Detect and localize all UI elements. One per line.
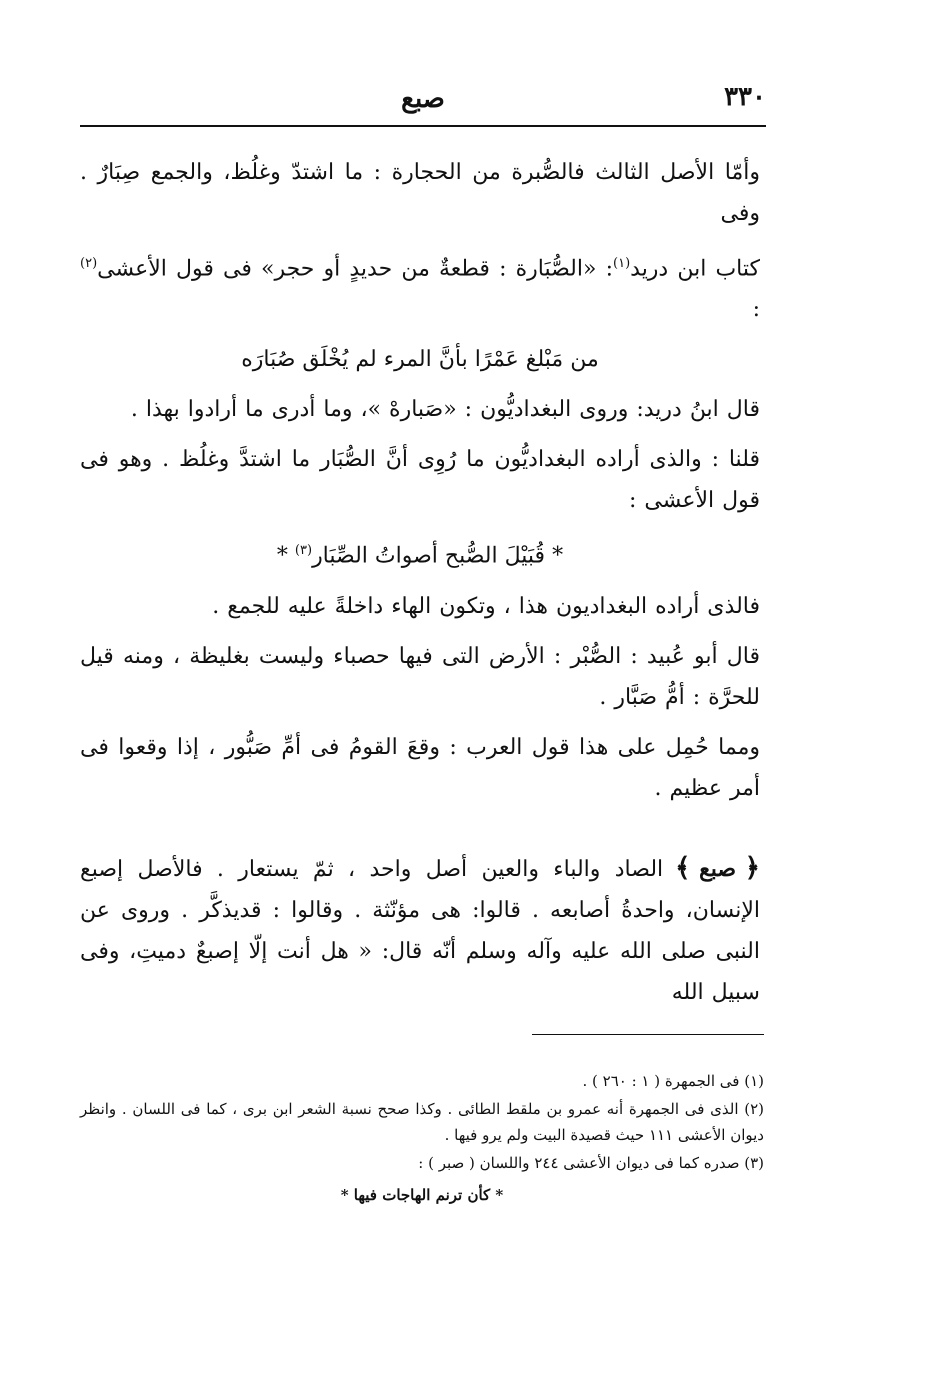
entry-heading	[675, 848, 760, 890]
paragraph-2	[80, 243, 760, 330]
footnote-rule	[532, 1034, 764, 1035]
paragraph-3: قال ابنُ دريد: وروى البغداديُّون : «صَبارهْ »، وما أدرى ما أرادوا بهذا .	[130, 397, 760, 423]
paragraph-2-start: كتاب ابن دريد	[630, 256, 760, 282]
entry-text: الصاد والباء والعين أصل واحد ، ثمّ يستعار . فالأصل إصبع الإنسان، واحدةُ أصابعه . قالوا: هى مؤنّثة . وقالوا : قديذكَّر . وروى عن النبى صلى الله عليه وآله وسلم أنّه قال: « هل أنت إلّا إصبعٌ دميتِ، وفى سبيل الله	[80, 856, 760, 1005]
footnote-3-verse: * كأن ترنم الهاجات فيها *	[340, 1186, 504, 1204]
main-text	[80, 152, 760, 1022]
paragraph-7: ومما حُمِل على هذا قول العرب : وقعَ القومُ فى أمِّ صَبُّور ، إذا وقعوا فى أمر عظيم .	[80, 734, 760, 801]
footnote-ref-1: (١)	[613, 256, 631, 271]
entry-bracket-open: ﴿	[744, 852, 760, 883]
running-head: صبع	[401, 84, 445, 114]
entry-bracket-close: ﴾	[675, 852, 691, 883]
footnote-1: (١) فى الجمهرة ( ١ : ٢٦٠ ) .	[582, 1072, 764, 1090]
paragraph-4: قلنا : والذى أراده البغداديُّون ما رُوِى أنَّ الصُّبَار ما اشتدَّ وغلُظ . وهو فى قول الأعشى :	[80, 447, 760, 514]
verse-1: من مَبْلغ عَمْرًا بأنَّ المرء لم يُخْلَق صُبَارَه	[241, 347, 599, 373]
footnote-3: (٣) صدره كما فى ديوان الأعشى ٢٤٤ واللسان ( صبر ) :	[418, 1154, 764, 1172]
verse-2-end: *	[276, 543, 295, 569]
verse-2	[80, 530, 760, 576]
footnotes	[80, 1068, 764, 1208]
paragraph-2-middle: : «الصُّبَارة : قطعةٌ من حديدٍ أو حجر» فى قول الأعشى	[97, 256, 613, 282]
footnote-2: (٢) الذى فى الجمهرة أنه عمرو بن ملقط الطائى . وكذا صحح نسبة الشعر ابن برى ، كما فى اللسان . وانظر ديوان الأعشى ١١١ حيث قصيدة البيت ولم يرو فيها .	[80, 1100, 764, 1144]
entry-head-word: صبع	[699, 855, 737, 882]
page-number: ٣٣٠	[724, 82, 766, 112]
paragraph-1: وأمّا الأصل الثالث فالصُّبرة من الحجارة : ما اشتدّ وغلُظ، والجمع صِبَارٌ . وفى	[80, 160, 760, 226]
header-rule	[80, 125, 766, 127]
entry-paragraph	[80, 848, 760, 1013]
footnote-ref-2: (٢)	[80, 256, 98, 271]
footnote-ref-3: (٣)	[294, 543, 313, 559]
verse-2-text: * قُبَيْلَ الصُّبح أصواتُ الصِّبَار	[312, 543, 564, 569]
paragraph-6: قال أبو عُبيد : الصُّبْر : الأرض التى فيها حصباء وليست بغليظة ، ومنه قيل للحرَّة : أمُّ صَبَّار .	[80, 643, 760, 710]
paragraph-2-end: :	[752, 297, 760, 323]
paragraph-5: فالذى أراده البغداديون هذا ، وتكون الهاء داخلةً عليه للجمع .	[212, 593, 760, 619]
entry-gap	[80, 818, 760, 848]
page-header	[80, 82, 766, 122]
